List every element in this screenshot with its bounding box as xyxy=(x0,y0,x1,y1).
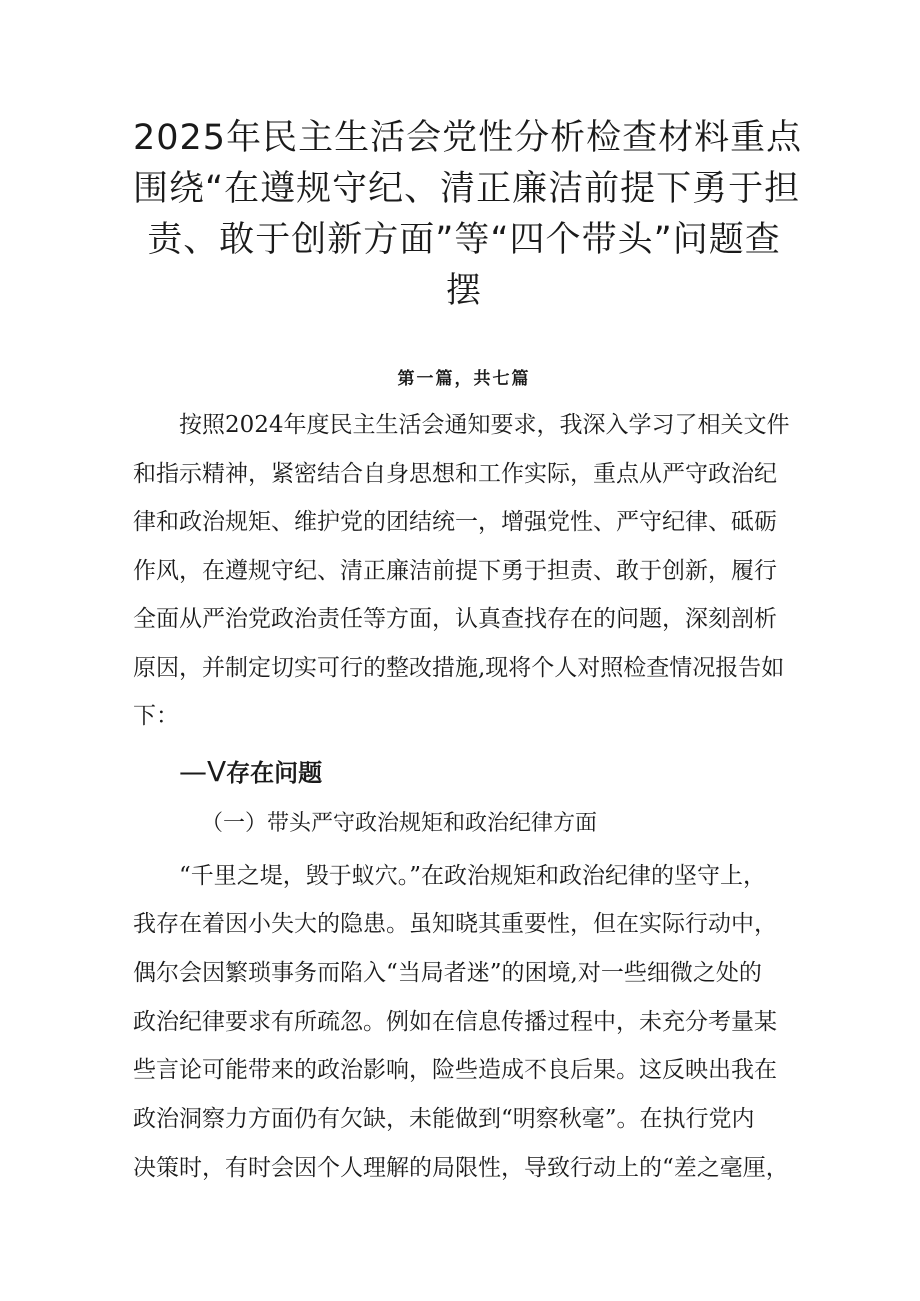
paragraph-line: 按照2024年度民主生活会通知要求，我深入学习了相关文件 xyxy=(179,412,790,438)
title-line: 2025年民主生活会党性分析检查材料重点 xyxy=(133,118,803,158)
body-paragraph xyxy=(133,852,795,1193)
document-title xyxy=(133,113,803,317)
paragraph-line: 我存在着因小失大的隐患。虽知晓其重要性，但在实际行动中， xyxy=(133,911,777,938)
paragraph-line: 政治纪律要求有所疏忽。例如在信息传播过程中，未充分考量某 xyxy=(133,1008,777,1035)
paragraph-line: 原因，并制定切实可行的整改措施,现将个人对照检查情况报告如 xyxy=(133,654,785,681)
document-subtitle: 第一篇，共七篇 xyxy=(397,369,531,389)
title-line: 摆 xyxy=(445,271,482,311)
sub-heading: （一）带头严守政治规矩和政治纪律方面 xyxy=(201,810,598,836)
paragraph-line: 偶尔会因繁琐事务而陷入“当局者迷”的困境,对一些细微之处的 xyxy=(133,959,762,986)
paragraph-line: 下： xyxy=(133,703,179,729)
section-heading-text: 存在问题 xyxy=(226,758,323,787)
section-heading-prefix: —V xyxy=(179,754,227,788)
paragraph-line: 律和政治规矩、维护党的团结统一，增强党性、严守纪律、砥砺 xyxy=(133,509,777,535)
paragraph-line: 作风，在遵规守纪、清正廉洁前提下勇于担责、敢于创新，履行 xyxy=(133,557,777,584)
paragraph-line: 决策时，有时会因个人理解的局限性，导致行动上的“差之毫厘， xyxy=(133,1154,789,1181)
paragraph-line: 全面从严治党政治责任等方面，认真查找存在的问题，深刻剖析 xyxy=(133,606,777,632)
title-line: 责、敢于创新方面”等“四个带头”问题查 xyxy=(147,220,781,260)
paragraph-line: 和指示精神，紧密结合自身思想和工作实际，重点从严守政治纪 xyxy=(133,460,777,487)
intro-paragraph xyxy=(133,401,795,741)
paragraph-line: “千里之堤，毁于蚁穴。”在政治规矩和政治纪律的坚守上， xyxy=(179,862,767,889)
paragraph-line: 政治洞察力方面仍有欠缺，未能做到“明察秋毫”。在执行党内 xyxy=(133,1106,755,1133)
title-line: 围绕“在遵规守纪、清正廉洁前提下勇于担 xyxy=(133,169,801,209)
paragraph-line: 些言论可能带来的政治影响，险些造成不良后果。这反映出我在 xyxy=(133,1057,777,1084)
section-heading xyxy=(179,751,795,794)
